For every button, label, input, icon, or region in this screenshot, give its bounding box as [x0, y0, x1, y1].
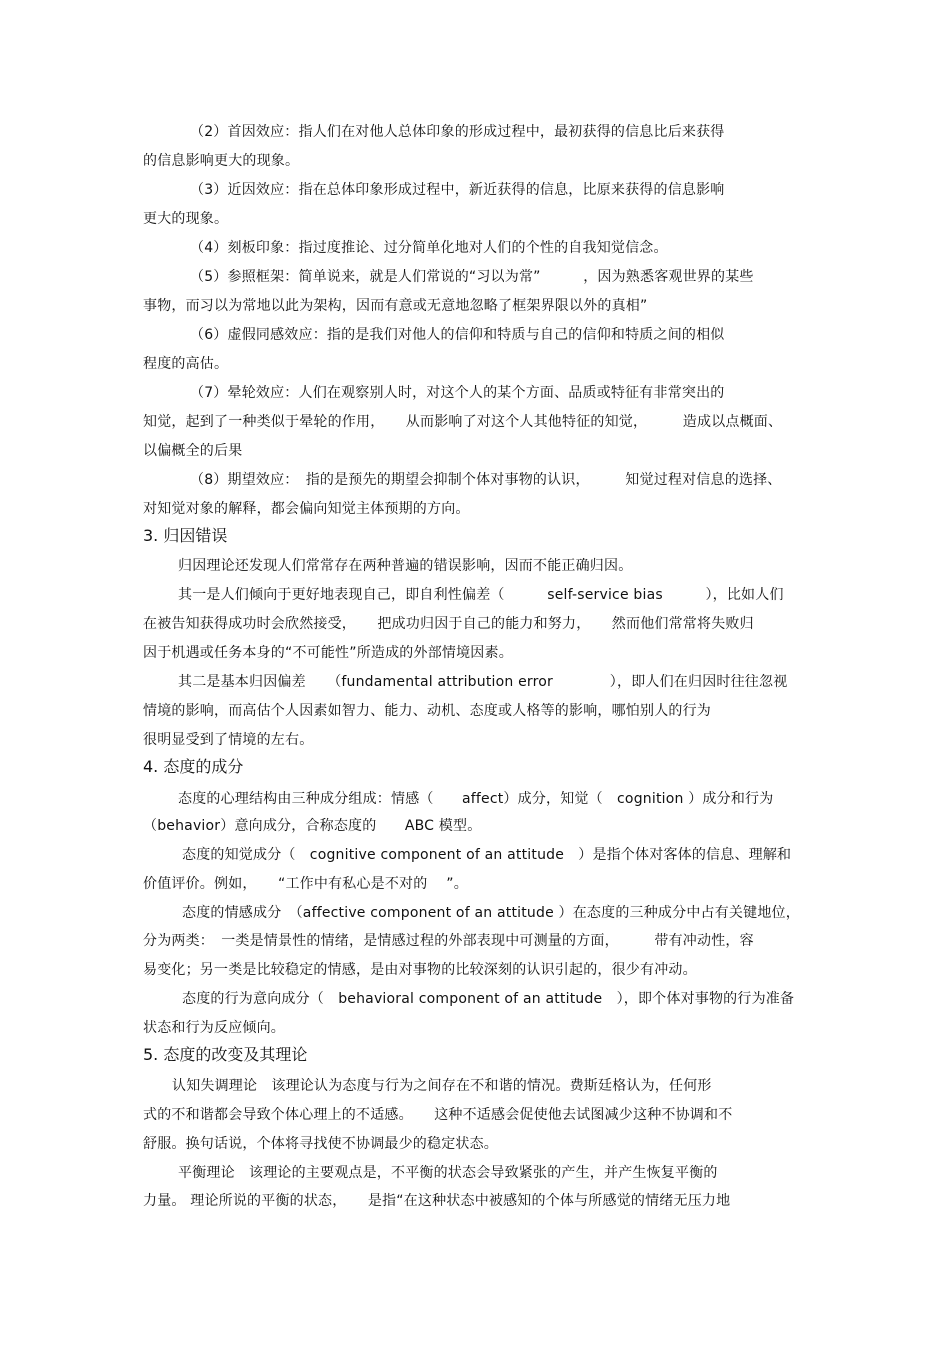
text-line: 其一是人们倾向于更好地表现自己，即自利性偏差（ self-service bias ），比如人们	[178, 587, 784, 603]
text-line: 在被告知获得成功时会欣然接受， 把成功归因于自己的能力和努力， 然而他们常常将失败归	[143, 616, 754, 632]
section-heading: 5. 态度的改变及其理论	[143, 1045, 308, 1064]
text-line: 其二是基本归因偏差 （fundamental attribution error ），即人们在归因时往往忽视	[178, 674, 788, 690]
text-line: 对知觉对象的解释，都会偏向知觉主体预期的方向。	[143, 501, 470, 517]
text-line: 程度的高估。	[143, 356, 229, 372]
text-line: 知觉，起到了一种类似于晕轮的作用， 从而影响了对这个人其他特征的知觉， 造成以点概面、	[143, 414, 783, 430]
text-line: 态度的情感成分 （affective component of an attitude ）在态度的三种成分中占有关键地位，	[182, 905, 800, 921]
text-line: 因于机遇或任务本身的“不可能性”所造成的外部情境因素。	[143, 645, 513, 661]
text-line: （2）首因效应：指人们在对他人总体印象的形成过程中，最初获得的信息比后来获得	[190, 124, 725, 140]
text-line: 易变化；另一类是比较稳定的情感，是由对事物的比较深刻的认识引起的，很少有冲动。	[143, 962, 697, 978]
text-line: 情境的影响，而高估个人因素如智力、能力、动机、态度或人格等的影响，哪怕别人的行为	[143, 703, 711, 719]
text-line: 态度的知觉成分（ cognitive component of an attitude ）是指个体对客体的信息、理解和	[182, 847, 792, 863]
text-line: 态度的心理结构由三种成分组成：情感（ affect）成分，知觉（ cognition ）成分和行为	[178, 791, 774, 807]
text-line: 事物，而习以为常地以此为架构，因而有意或无意地忽略了框架界限以外的真相”	[143, 298, 648, 314]
text-line: 式的不和谐都会导致个体心理上的不适感。 这种不适感会促使他去试图减少这种不协调和不	[143, 1107, 733, 1123]
section-heading: 3. 归因错误	[143, 526, 228, 545]
text-line: （7）晕轮效应：人们在观察别人时，对这个人的某个方面、品质或特征有非常突出的	[190, 385, 725, 401]
text-line: （8）期望效应： 指的是预先的期望会抑制个体对事物的认识， 知觉过程对信息的选择、	[190, 472, 782, 488]
text-line: 状态和行为反应倾向。	[143, 1020, 285, 1036]
text-line: 力量。 理论所说的平衡的状态， 是指“在这种状态中被感知的个体与所感觉的情绪无压力地	[143, 1193, 731, 1209]
text-line: （4）刻板印象：指过度推论、过分简单化地对人们的个性的自我知觉信念。	[190, 240, 668, 256]
text-line: 分为两类： 一类是情景性的情绪，是情感过程的外部表现中可测量的方面， 带有冲动性，容	[143, 933, 754, 949]
text-line: 态度的行为意向成分（ behavioral component of an attitude ），即个体对事物的行为准备	[182, 991, 795, 1007]
text-line: （3）近因效应：指在总体印象形成过程中，新近获得的信息，比原来获得的信息影响	[190, 182, 725, 198]
text-line: （5）参照框架：简单说来，就是人们常说的“习以为常” ，因为熟悉客观世界的某些	[190, 269, 754, 285]
text-line: 舒服。换句话说，个体将寻找使不协调最少的稳定状态。	[143, 1136, 498, 1152]
text-line: 以偏概全的后果	[143, 443, 243, 459]
text-line: （behavior）意向成分，合称态度的 ABC 模型。	[143, 818, 482, 834]
text-line: 平衡理论 该理论的主要观点是，不平衡的状态会导致紧张的产生，并产生恢复平衡的	[178, 1165, 718, 1181]
text-line: 的信息影响更大的现象。	[143, 153, 300, 169]
text-line: 更大的现象。	[143, 211, 229, 227]
text-line: 归因理论还发现人们常常存在两种普遍的错误影响，因而不能正确归因。	[178, 558, 633, 574]
text-line: 认知失调理论 该理论认为态度与行为之间存在不和谐的情况。费斯廷格认为，任何形	[172, 1078, 712, 1094]
text-line: 很明显受到了情境的左右。	[143, 732, 314, 748]
text-line: 价值评价。例如， “工作中有私心是不对的 ”。	[143, 876, 468, 892]
text-line: （6）虚假同感效应：指的是我们对他人的信仰和特质与自己的信仰和特质之间的相似	[190, 327, 725, 343]
section-heading: 4. 态度的成分	[143, 757, 244, 776]
